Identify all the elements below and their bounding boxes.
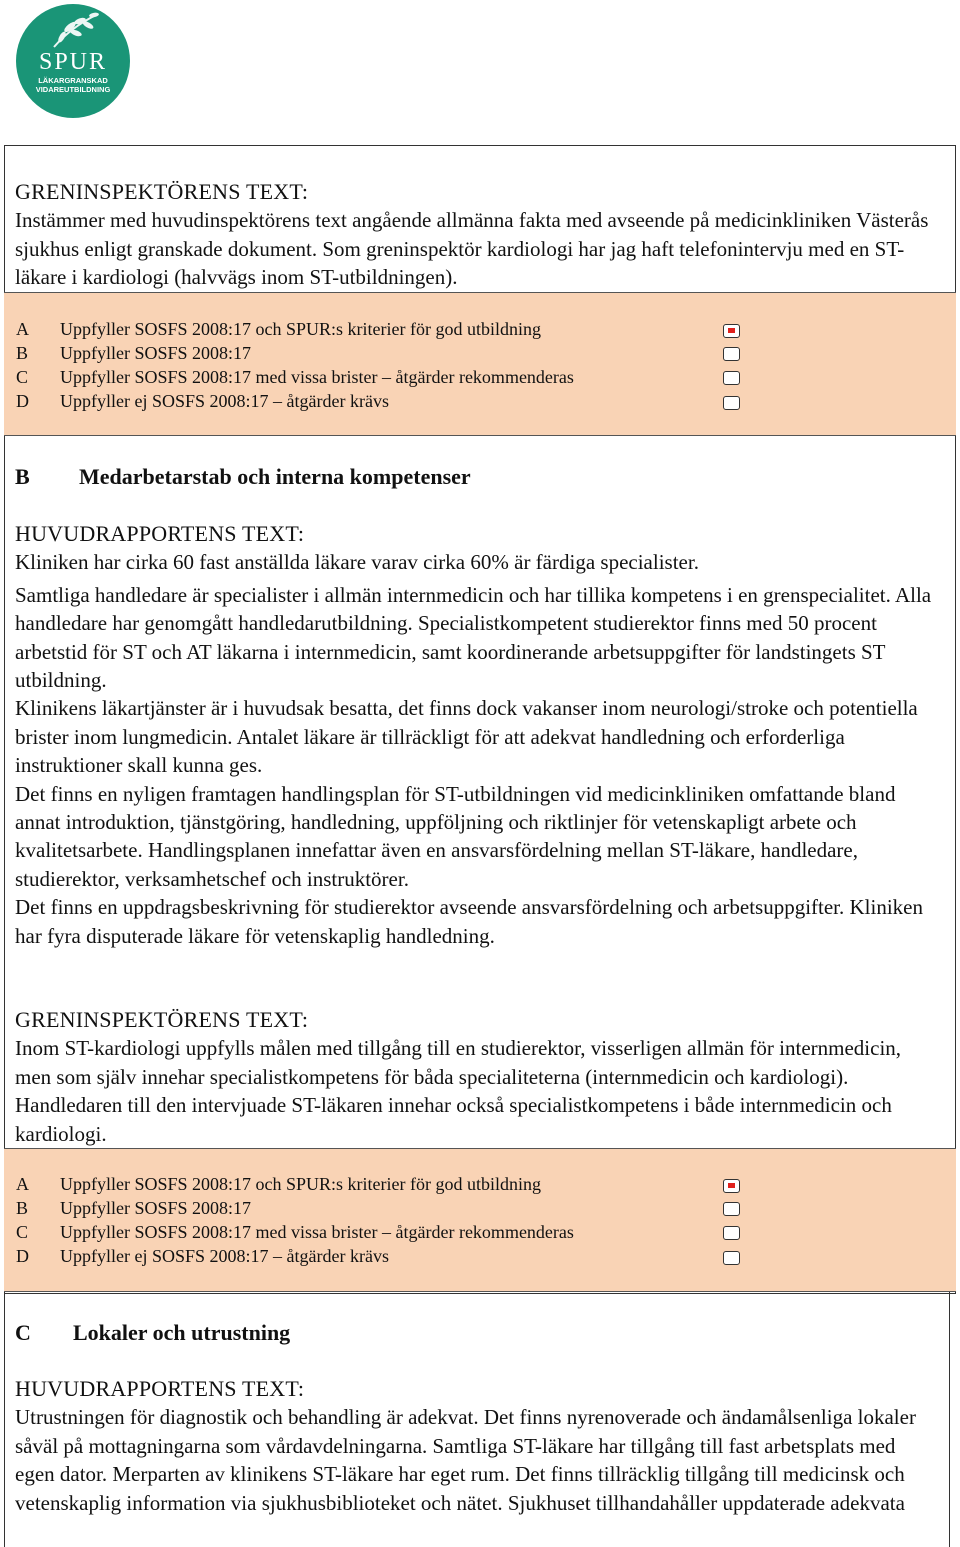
greninspektor-text-block-1 [15,178,940,292]
greninspektor-text-block-2 [15,1006,940,1148]
rating-option-d: D Uppfyller ej SOSFS 2008:17 – åtgärder krävs [16,1246,389,1266]
block-paragraph: Kliniken har cirka 60 fast anställda läkare varav cirka 60% är färdiga specialister. [15,550,699,575]
rating-panel-1 [4,292,956,436]
rating-option-c: C Uppfyller SOSFS 2008:17 med vissa brister – åtgärder rekommenderas [16,1222,574,1242]
logo-name: SPUR [38,49,108,75]
huvudrapport-text-block-1 [15,520,940,950]
section-letter: C [15,1320,31,1345]
block-heading: GRENINSPEKTÖRENS TEXT: [15,179,309,204]
rating-option-b: B Uppfyller SOSFS 2008:17 [16,343,252,363]
rating-checkbox-d[interactable] [723,1251,740,1265]
rating-checkbox-d[interactable] [723,396,740,410]
rating-checkbox-c[interactable] [723,371,740,385]
section-letter: B [15,464,30,489]
block-paragraph: Inom ST-kardiologi uppfylls målen med tillgång till en studierektor, visserligen allmän för internmedicin, men som själv innehar specialistkompetens för båda specialiteterna (internmedicin och kardiologi). Handledaren till den intervjuade ST-läkaren innehar också specialistkompetens i både internmedicin och kardiologi. [15,1036,902,1146]
rating-option-a: A Uppfyller SOSFS 2008:17 och SPUR:s kriterier för god utbildning [16,319,541,339]
logo-subtitle-1: LÄKARGRANSKAD [38,76,108,85]
block-paragraph: Instämmer med huvudinspektörens text angående allmänna fakta med avseende på medicinkliniken Västerås sjukhus enligt granskade dokument. Som greninspektör kardiologi har jag haft telefonintervju med en ST-läkare i kardiologi (halvvägs inom ST-utbildningen). [15,208,929,290]
block-paragraph: Det finns en nyligen framtagen handlingsplan för ST-utbildningen vid medicinkliniken omfattande bland annat introduktion, tjänstgöring, handledning, uppföljning och riktlinjer för vetenskapligt arbete och kvalitetsarbete. Handlingsplanen innefattar även en ansvarsfördelning mellan ST-läkare, handledare, studierektor, verksamhetschef och instruktörer. [15,781,896,891]
rating-checkbox-a[interactable] [723,324,740,338]
block-paragraph: Det finns en uppdragsbeskrivning för studierektor avseende ansvarsfördelning och arbetsuppgifter. Kliniken har fyra disputerade läkare för vetenskaplig handledning. [15,895,924,948]
rating-option-b: B Uppfyller SOSFS 2008:17 [16,1198,252,1218]
rating-panel-2 [4,1148,956,1292]
spur-logo [14,3,132,119]
block-paragraph: Utrustningen för diagnostik och behandling är adekvat. Det finns nyrenoverade och ändamålsenliga lokaler såväl på mottagningarna som vårdavdelningarna. Samtliga ST-läkare har tillgång till fast arbetsplats med egen dator. Merparten av klinikens ST-läkare har eget rum. Det finns tillräcklig tillgång till medicinsk och vetenskaplig information via sjukhusbiblioteket och nätet. Sjukhuset tillhandahåller uppdaterade adekvata [15,1405,916,1515]
section-title-text: Medarbetarstab och interna kompetenser [79,464,471,489]
block-heading: HUVUDRAPPORTENS TEXT: [15,521,305,546]
huvudrapport-text-block-2 [15,1375,940,1517]
rating-checkbox-b[interactable] [723,1202,740,1216]
rating-option-c: C Uppfyller SOSFS 2008:17 med vissa brister – åtgärder rekommenderas [16,367,574,387]
block-heading: HUVUDRAPPORTENS TEXT: [15,1376,305,1401]
logo-subtitle-2: VIDAREUTBILDNING [35,85,111,94]
section-title-text: Lokaler och utrustning [73,1320,291,1345]
rating-checkbox-a[interactable] [723,1179,740,1193]
block-paragraph: Samtliga handledare är specialister i allmän internmedicin och har tillika kompetens i en grenspecialitet. Alla handledare har genomgått handledarutbildning. Specialistkompetent studierektor finns med 50 procent arbetstid för ST och AT läkarna i internmedicin, samt koordinerande arbetsuppgifter för landstingets ST utbildning. [15,582,932,693]
rating-checkbox-c[interactable] [723,1226,740,1240]
rating-checkbox-b[interactable] [723,347,740,361]
block-heading: GRENINSPEKTÖRENS TEXT: [15,1007,309,1032]
section-title-b [15,464,471,490]
rating-option-a: A Uppfyller SOSFS 2008:17 och SPUR:s kriterier för god utbildning [16,1174,541,1194]
rating-option-d: D Uppfyller ej SOSFS 2008:17 – åtgärder krävs [16,391,389,411]
section-title-c [15,1320,290,1346]
block-paragraph: Klinikens läkartjänster är i huvudsak besatta, det finns dock vakanser inom neurologi/stroke och potentiella brister inom lungmedicin. Antalet läkare är tillräckligt för att adekvat handledning och erforderliga instruktioner skall kunna ges. [15,696,918,778]
